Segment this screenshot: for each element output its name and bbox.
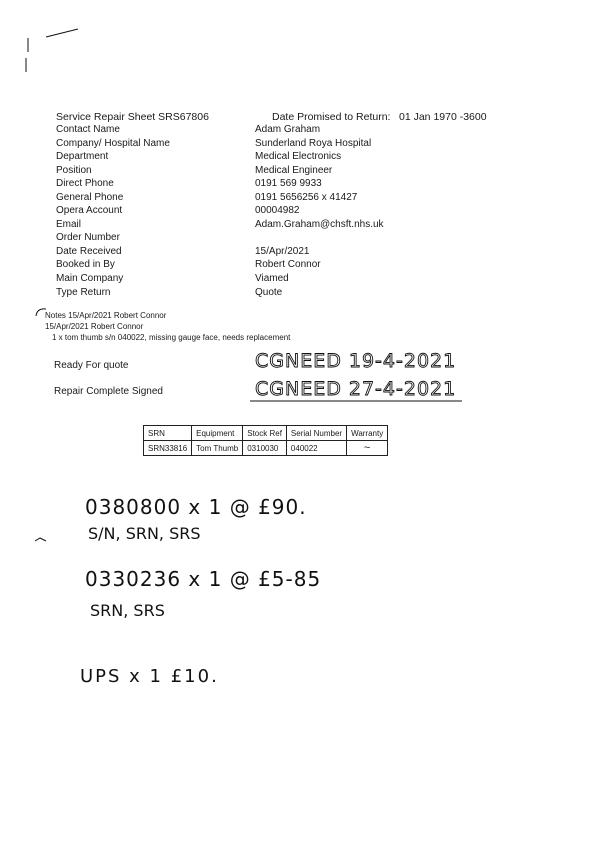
field-value: 00004982	[255, 205, 300, 216]
ready-for-quote-signature: CGNEED 19-4-2021	[255, 350, 457, 372]
field-value: 0191 569 9933	[255, 178, 322, 189]
field-value: 0191 5656256 x 41427	[255, 192, 358, 203]
field-label: Email	[56, 219, 82, 230]
field-value: 15/Apr/2021	[255, 246, 310, 257]
repair-complete-signature: CGNEED 27-4-2021	[255, 378, 457, 400]
field-value: Quote	[255, 287, 283, 298]
col-serial-number: Serial Number	[286, 426, 346, 441]
scan-mark	[0, 0, 90, 80]
field-label: Booked in By	[56, 259, 115, 270]
col-warranty: Warranty	[347, 426, 388, 441]
field-label: Company/ Hospital Name	[56, 138, 170, 149]
table-header-row	[144, 426, 388, 441]
col-equipment: Equipment	[192, 426, 243, 441]
handwritten-line-1: 0380800 x 1 @ £90.	[85, 495, 307, 519]
field-label: Contact Name	[56, 124, 120, 135]
cell-stock-ref: 0310030	[243, 441, 287, 456]
field-value: Viamed	[255, 273, 289, 284]
col-stock-ref: Stock Ref	[243, 426, 287, 441]
cell-serial-number: 040022	[286, 441, 346, 456]
sheet-title: Service Repair Sheet SRS67806	[56, 111, 209, 123]
cell-srn: SRN33816	[144, 441, 192, 456]
repair-complete-label: Repair Complete Signed	[54, 386, 163, 397]
field-value: Medical Electronics	[255, 151, 342, 162]
field-label: Type Return	[56, 287, 111, 298]
field-label: Position	[56, 165, 92, 176]
field-value: Adam Graham	[255, 124, 321, 135]
handwritten-sub-2: SRN, SRS	[90, 601, 165, 620]
stray-mark	[34, 536, 48, 544]
handwritten-line-2: 0330236 x 1 @ £5-85	[85, 567, 322, 591]
field-value: Sunderland Roya Hospital	[255, 138, 372, 149]
ready-for-quote-label: Ready For quote	[54, 360, 129, 371]
field-value: Adam.Graham@chsft.nhs.uk	[255, 219, 384, 230]
field-label: General Phone	[56, 192, 124, 203]
notes-header: Notes 15/Apr/2021 Robert Connor	[45, 311, 167, 320]
date-promised-value: 01 Jan 1970 -3600	[399, 111, 487, 123]
field-label: Department	[56, 151, 109, 162]
field-label: Date Received	[56, 246, 122, 257]
field-label: Opera Account	[56, 205, 123, 216]
field-value: Medical Engineer	[255, 165, 333, 176]
parts-table	[143, 425, 388, 456]
cell-warranty: ~	[347, 441, 388, 456]
date-promised-label: Date Promised to Return:	[272, 111, 391, 123]
signature-underline	[250, 398, 465, 404]
field-label: Main Company	[56, 273, 124, 284]
field-value: Robert Connor	[255, 259, 321, 270]
table-row	[144, 441, 388, 456]
notes-line: 15/Apr/2021 Robert Connor	[45, 322, 144, 331]
field-label: Direct Phone	[56, 178, 114, 189]
handwritten-sub-1: S/N, SRN, SRS	[88, 524, 201, 543]
field-label: Order Number	[56, 232, 120, 243]
notes-line: 1 x tom thumb s/n 040022, missing gauge face, needs replacement	[52, 333, 291, 342]
handwritten-line-3: UPS x 1 £10.	[80, 666, 219, 687]
cell-equipment: Tom Thumb	[192, 441, 243, 456]
col-srn: SRN	[144, 426, 192, 441]
